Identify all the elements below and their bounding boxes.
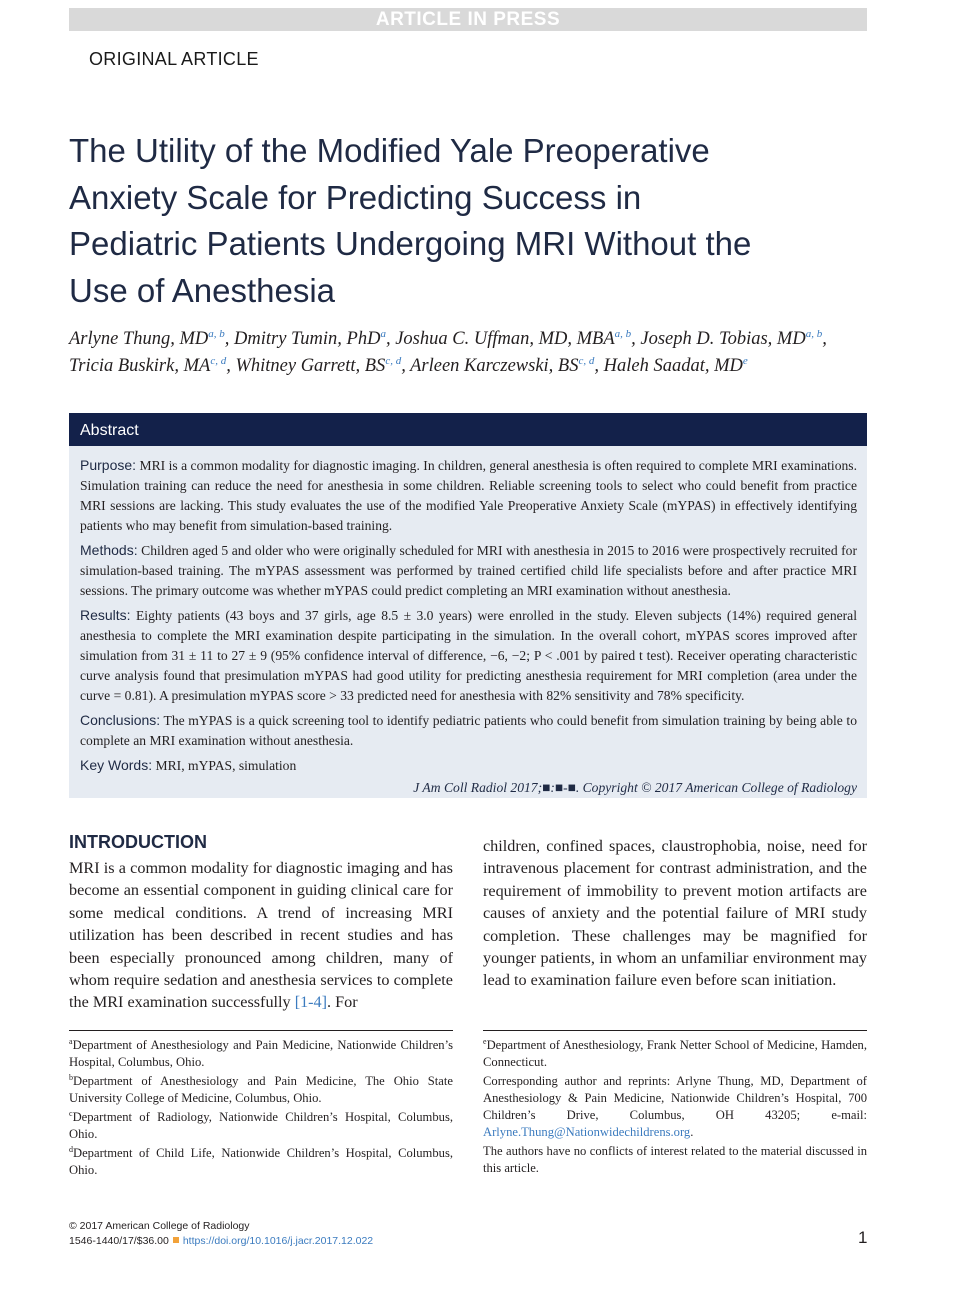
affiliation-footnote-text: Department of Anesthesiology and Pain Medicine, The Ohio State University College of Medicine, Columbus, Ohio. — [69, 1074, 453, 1105]
reference-link[interactable]: [1-4] — [294, 993, 328, 1012]
author-separator: , — [594, 356, 604, 376]
affiliation-footnote-text: Department of Anesthesiology, Frank Netter School of Medicine, Hamden, Connecticut. — [483, 1038, 867, 1069]
affiliation-footnote — [69, 1037, 453, 1071]
author-separator: , — [401, 356, 411, 376]
affiliation-mark[interactable]: a, b — [614, 328, 632, 340]
affiliation-mark[interactable]: a — [380, 328, 386, 340]
affiliation-footnote-mark: a — [69, 1037, 73, 1046]
affiliation-footnote — [69, 1073, 453, 1107]
affiliation-mark[interactable]: a, b — [805, 328, 823, 340]
article-type-label: ORIGINAL ARTICLE — [89, 49, 259, 69]
conclusions-label: Conclusions: — [80, 712, 161, 728]
author[interactable]: Dmitry Tumin, PhD — [234, 329, 381, 349]
abstract-purpose — [80, 455, 857, 536]
intro-left-text: MRI is a common modality for diagnostic imaging and has become an essential component in guiding clinical care for some medical conditions. A trend of increasing MRI utilization has been described in recent studies and has been especially pronounced among children, many of whom require sedation and anesthesia services to complete the MRI examination successfully — [69, 859, 453, 1012]
author[interactable]: Haleh Saadat, MD — [603, 356, 743, 376]
affiliation-footnote-text: Department of Radiology, Nationwide Children’s Hospital, Columbus, Ohio. — [69, 1110, 453, 1141]
article-in-press-banner: ARTICLE IN PRESS — [69, 8, 867, 31]
corresponding-author-note — [483, 1073, 867, 1141]
issn-doi-line — [69, 1234, 373, 1249]
email-link[interactable]: Arlyne.Thung@Nationwidechildrens.org — [483, 1125, 691, 1139]
keywords-text: MRI, mYPAS, simulation — [155, 758, 297, 773]
author-separator: , — [822, 329, 827, 349]
keywords-label: Key Words: — [80, 757, 153, 773]
journal-citation: J Am Coll Radiol 2017;■:■-■. Copyright © 2017 American College of Radiology — [413, 780, 857, 795]
affiliation-mark[interactable]: c, d — [578, 355, 595, 367]
affiliation-mark[interactable]: e — [742, 355, 748, 367]
abstract-methods — [80, 540, 857, 601]
page-footer — [69, 1219, 373, 1249]
author-separator: , — [631, 329, 641, 349]
affiliation-footnote-mark: b — [69, 1073, 73, 1082]
purpose-text: MRI is a common modality for diagnostic imaging. In children, general anesthesia is often required to complete MRI examinations. Simulation training can reduce the need for anesthesia in some children. Reliable screening tools to select who could benefit from practice MRI sessions are lacking. This study evaluates the use of the modified Yale Preoperative Anxiety Scale (mYPAS) in effectively identifying patients who may benefit from simulation-based training. — [80, 458, 857, 533]
author[interactable]: Whitney Garrett, BS — [235, 356, 386, 376]
introduction-heading: INTRODUCTION — [69, 832, 207, 852]
footnote-rule-right — [483, 1030, 867, 1031]
affiliation-mark[interactable]: c, d — [385, 355, 402, 367]
abstract-results — [80, 605, 857, 706]
results-text: Eighty patients (43 boys and 37 girls, age 8.5 ± 3.0 years) were enrolled in the study. Eleven subjects (14%) required general anesthesia to complete the MRI examination despite participating in the simulation. In the overall cohort, mYPAS scores improved after simulation from 31 ± 11 to 27 ± 9 (95% confidence interval of difference, −6, −2; P < .001 by paired t test). Receiver operating characteristic curve analysis found that presimulation mYPAS had good utility for predicting anesthesia requirement for MRI completion (area under the curve = 0.81). A presimulation mYPAS score > 33 predicted need for anesthesia with 82% sensitivity and 78% specificity. — [80, 608, 857, 703]
page-number: 1 — [858, 1228, 868, 1247]
abstract-conclusions — [80, 710, 857, 751]
affiliation-footnote-text: Department of Child Life, Nationwide Children’s Hospital, Columbus, Ohio. — [69, 1146, 453, 1177]
affiliation-mark[interactable]: a, b — [208, 328, 225, 340]
abstract-keywords — [80, 755, 857, 776]
affiliation-footnotes-left — [69, 1037, 453, 1181]
corresponding-end: . — [690, 1125, 694, 1139]
intro-left-end: . For — [327, 993, 358, 1012]
abstract-box — [69, 413, 867, 798]
conflicts-note: The authors have no conflicts of interest related to the material discussed in this article. — [483, 1144, 867, 1175]
methods-text: Children aged 5 and older who were originally scheduled for MRI with anesthesia in 2015 to 2016 were prospectively recruited for simulation-based training. The mYPAS assessment was performed by trained certified child life specialists before and after practice MRI sessions. The primary outcome was whether mYPAS could predict completing an MRI examination without anesthesia. — [80, 543, 858, 598]
square-bullet-icon — [173, 1237, 179, 1243]
introduction-left-column — [69, 857, 453, 1014]
affiliation-footnote-mark: c — [69, 1109, 73, 1118]
affiliation-footnote-mark: d — [69, 1145, 73, 1154]
abstract-heading: Abstract — [69, 413, 867, 446]
author[interactable]: Joshua C. Uffman, MD, MBA — [395, 329, 615, 349]
author-list — [69, 326, 869, 380]
corresponding-text: Corresponding author and reprints: Arlyne Thung, MD, Department of Anesthesiology & Pain Medicine, Nationwide Children’s Hospital, 700 Children’s Drive, Columbus, OH 43205; e-mail: — [483, 1074, 867, 1122]
author[interactable]: Arlyne Thung, MD — [69, 329, 209, 349]
author-separator: , — [224, 329, 234, 349]
article-title: The Utility of the Modified Yale Preoperative Anxiety Scale for Predicting Success in Pediatric Patients Undergoing MRI Without the Use of Anesthesia — [69, 132, 752, 309]
author[interactable]: Tricia Buskirk, MA — [69, 356, 211, 376]
doi-link[interactable]: https://doi.org/10.1016/j.jacr.2017.12.022 — [182, 1235, 374, 1247]
affiliation-mark[interactable]: c, d — [210, 355, 227, 367]
issn-price: 1546-1440/17/$36.00 — [69, 1235, 169, 1247]
affiliation-footnote — [483, 1037, 867, 1071]
footnote-rule-left — [69, 1030, 453, 1031]
affiliation-footnote — [69, 1109, 453, 1143]
affiliation-footnote-mark: e — [483, 1037, 487, 1046]
footnotes-right — [483, 1037, 867, 1179]
author-separator: , — [226, 356, 236, 376]
purpose-label: Purpose: — [80, 457, 137, 473]
results-label: Results: — [80, 607, 131, 623]
conclusions-text: The mYPAS is a quick screening tool to identify pediatric patients who could benefit from simulation training by being able to complete an MRI examination without anesthesia. — [80, 713, 857, 748]
author[interactable]: Joseph D. Tobias, MD — [640, 329, 806, 349]
affiliation-footnote-text: Department of Anesthesiology and Pain Medicine, Nationwide Children’s Hospital, Columbus, Ohio. — [69, 1038, 453, 1069]
introduction-right-column: children, confined spaces, claustrophobia, noise, need for intravenous placement for contrast administration, and the requirement of immobility to prevent motion artifacts are causes of anxiety and the potential failure of MRI study completion. These challenges may be magnified for younger patients, in whom an unfamiliar environment may lead to examination failure even before scan initiation. — [483, 837, 867, 990]
copyright-line: © 2017 American College of Radiology — [69, 1220, 250, 1232]
affiliation-footnote — [69, 1145, 453, 1179]
methods-label: Methods: — [80, 542, 138, 558]
abstract-body — [69, 446, 867, 796]
author[interactable]: Arleen Karczewski, BS — [410, 356, 579, 376]
author-separator: , — [385, 329, 396, 349]
